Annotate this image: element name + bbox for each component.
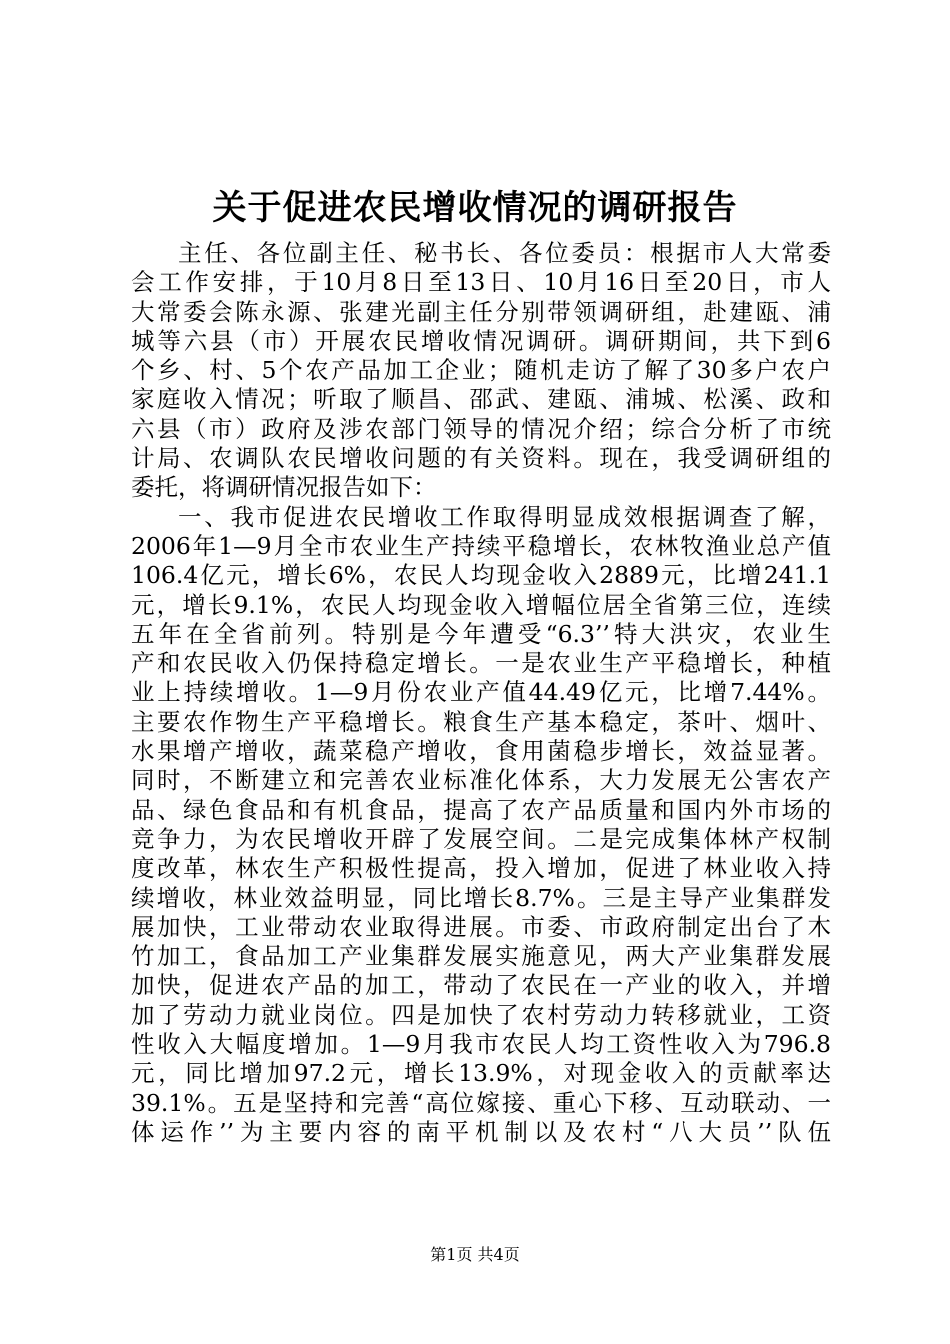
document-body (131, 239, 831, 1147)
body-line: 主要农作物生产平稳增长。粮食生产基本稳定，茶叶、烟叶、 (131, 707, 831, 736)
body-line: 加了劳动力就业岗位。四是加快了农村劳动力转移就业，工资 (131, 1000, 831, 1029)
body-line: 五年在全省前列。特别是今年遭受“6.3’’特大洪灾，农业生 (131, 619, 831, 648)
body-line: 业上持续增收。1—9月份农业产值44.49亿元，比增7.44%。 (131, 678, 831, 707)
body-line: 大常委会陈永源、张建光副主任分别带领调研组，赴建瓯、浦 (131, 297, 831, 326)
body-line: 会工作安排，于10月8日至13日、10月16日至20日，市人 (131, 268, 831, 297)
body-line: 39.1%。五是坚持和完善“高位嫁接、重心下移、互动联动、一 (131, 1088, 831, 1117)
page-number-footer: 第1页 共4页 (430, 1245, 520, 1264)
body-line: 2006年1—9月全市农业生产持续平稳增长，农林牧渔业总产值 (131, 531, 831, 560)
body-line: 委托，将调研情况报告如下： (131, 473, 437, 502)
body-line: 主任、各位副主任、秘书长、各位委员：根据市人大常委 (178, 239, 831, 267)
body-line: 个乡、村、5个农产品加工企业；随机走访了解了30多户农户 (131, 356, 831, 385)
body-line: 体运作’’为主要内容的南平机制以及农村“八大员’’队伍 (131, 1117, 831, 1146)
body-line: 家庭收入情况；听取了顺昌、邵武、建瓯、浦城、松溪、政和 (131, 385, 831, 414)
body-line: 续增收，林业效益明显，同比增长8.7%。三是主导产业集群发 (131, 883, 831, 912)
body-line: 竹加工，食品加工产业集群发展实施意见，两大产业集群发展 (131, 942, 831, 971)
body-line: 度改革，林农生产积极性提高，投入增加，促进了林业收入持 (131, 854, 831, 883)
body-line: 展加快，工业带动农业取得进展。市委、市政府制定出台了木 (131, 912, 831, 941)
body-line: 水果增产增收，蔬菜稳产增收，食用菌稳步增长，效益显著。 (131, 737, 831, 766)
body-line: 六县（市）政府及涉农部门领导的情况介绍；综合分析了市统 (131, 414, 831, 443)
body-line: 加快，促进农产品的加工，带动了农民在一产业的收入，并增 (131, 971, 831, 1000)
body-line: 元，增长9.1%，农民人均现金收入增幅位居全省第三位，连续 (131, 590, 831, 619)
body-line: 计局、农调队农民增收问题的有关资料。现在，我受调研组的 (131, 444, 831, 473)
body-line: 一、我市促进农民增收工作取得明显成效根据调查了解， (178, 502, 831, 531)
document-title: 关于促进农民增收情况的调研报告 (212, 188, 738, 228)
body-line: 元，同比增加97.2元，增长13.9%，对现金收入的贡献率达 (131, 1059, 831, 1088)
body-line: 产和农民收入仍保持稳定增长。一是农业生产平稳增长，种植 (131, 649, 831, 678)
body-line: 性收入大幅度增加。1—9月我市农民人均工资性收入为796.8 (131, 1030, 831, 1059)
body-line: 同时，不断建立和完善农业标准化体系，大力发展无公害农产 (131, 766, 831, 795)
body-line: 106.4亿元，增长6%，农民人均现金收入2889元，比增241.1 (131, 561, 831, 590)
body-line: 品、绿色食品和有机食品，提高了农产品质量和国内外市场的 (131, 795, 831, 824)
body-line: 城等六县（市）开展农民增收情况调研。调研期间，共下到6 (131, 326, 831, 355)
body-line: 竞争力，为农民增收开辟了发展空间。二是完成集体林产权制 (131, 824, 831, 853)
